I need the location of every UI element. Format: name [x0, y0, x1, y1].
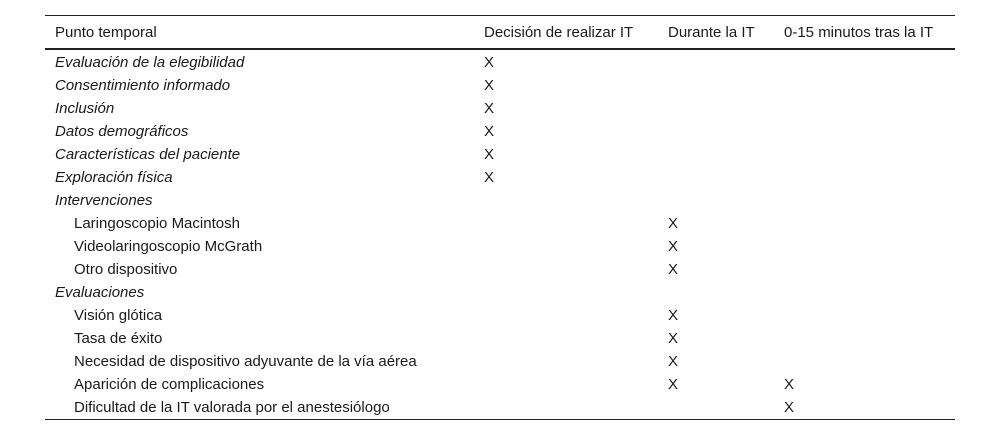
row-cell-mark: [658, 396, 774, 420]
row-label: Otro dispositivo: [74, 261, 178, 278]
row-cell-mark: [658, 97, 774, 120]
header-decision: Decisión de realizar IT: [484, 23, 634, 41]
table-row: [45, 49, 955, 74]
row-cell-mark: [658, 143, 774, 166]
row-label: Evaluación de la elegibilidad: [55, 54, 245, 71]
table-row: [45, 396, 955, 420]
header-after: 0-15 minutos tras la IT: [784, 23, 934, 41]
row-cell-mark: [658, 166, 774, 189]
row-cell-mark: [774, 166, 955, 189]
row-cell-mark: [774, 304, 955, 327]
table-row: [45, 212, 955, 235]
row-cell-mark: [658, 49, 774, 74]
row-label: Laringoscopio Macintosh: [74, 215, 240, 232]
table-row: [45, 258, 955, 281]
table-row: [45, 120, 955, 143]
row-cell-mark: X: [668, 353, 679, 370]
row-cell-mark: [474, 327, 658, 350]
schedule-table-container: [45, 15, 955, 420]
table-row: [45, 97, 955, 120]
row-label: Visión glótica: [74, 307, 163, 324]
row-cell-mark: [774, 49, 955, 74]
row-cell-mark: [474, 212, 658, 235]
row-cell-mark: [774, 258, 955, 281]
row-cell-mark: [774, 281, 955, 304]
table-row: [45, 281, 955, 304]
row-cell-mark: [658, 189, 774, 212]
row-label: Exploración física: [55, 169, 173, 186]
header-row: [45, 16, 955, 50]
row-cell-mark: [774, 235, 955, 258]
row-cell-mark: X: [484, 100, 495, 117]
table-row: [45, 166, 955, 189]
row-cell-mark: [774, 350, 955, 373]
row-label: Consentimiento informado: [55, 77, 231, 94]
row-cell-mark: X: [668, 376, 679, 393]
row-cell-mark: [474, 350, 658, 373]
row-label: Necesidad de dispositivo adyuvante de la vía aérea: [74, 353, 417, 370]
row-label: Evaluaciones: [55, 284, 145, 301]
row-label: Videolaringoscopio McGrath: [74, 238, 263, 255]
row-cell-mark: [774, 120, 955, 143]
header-timepoint: Punto temporal: [55, 23, 157, 41]
table-row: [45, 350, 955, 373]
row-cell-mark: X: [784, 376, 795, 393]
row-cell-mark: [474, 258, 658, 281]
table-row: [45, 143, 955, 166]
row-cell-mark: [774, 74, 955, 97]
row-cell-mark: [774, 97, 955, 120]
row-cell-mark: [474, 373, 658, 396]
row-cell-mark: X: [668, 261, 679, 278]
row-cell-mark: [474, 304, 658, 327]
row-cell-mark: [474, 235, 658, 258]
row-label: Dificultad de la IT valorada por el anestesiólogo: [74, 399, 390, 416]
row-cell-mark: [658, 120, 774, 143]
table-row: [45, 189, 955, 212]
table-row: [45, 74, 955, 97]
row-cell-mark: [774, 212, 955, 235]
row-cell-mark: X: [668, 330, 679, 347]
row-cell-mark: X: [668, 238, 679, 255]
row-cell-mark: X: [484, 169, 495, 186]
table-body: [45, 49, 955, 420]
table-row: [45, 327, 955, 350]
row-cell-mark: [774, 143, 955, 166]
row-cell-mark: X: [484, 146, 495, 163]
header-during: Durante la IT: [668, 23, 755, 41]
row-cell-mark: [774, 189, 955, 212]
schedule-table: [45, 15, 955, 420]
row-label: Aparición de complicaciones: [74, 376, 265, 393]
row-label: Intervenciones: [55, 192, 153, 209]
row-cell-mark: [658, 281, 774, 304]
row-label: Datos demográficos: [55, 123, 189, 140]
row-label: Características del paciente: [55, 146, 241, 163]
row-label: Inclusión: [55, 100, 115, 117]
row-cell-mark: X: [484, 54, 495, 71]
table-row: [45, 304, 955, 327]
table-row: [45, 235, 955, 258]
row-cell-mark: X: [668, 215, 679, 232]
row-cell-mark: X: [484, 123, 495, 140]
table-row: [45, 373, 955, 396]
row-cell-mark: X: [784, 399, 795, 416]
table-header: [45, 16, 955, 50]
row-cell-mark: X: [668, 307, 679, 324]
row-cell-mark: [474, 281, 658, 304]
row-cell-mark: [474, 189, 658, 212]
row-cell-mark: [658, 74, 774, 97]
row-label: Tasa de éxito: [74, 330, 163, 347]
row-cell-mark: [774, 327, 955, 350]
row-cell-mark: X: [484, 77, 495, 94]
row-cell-mark: [474, 396, 658, 420]
